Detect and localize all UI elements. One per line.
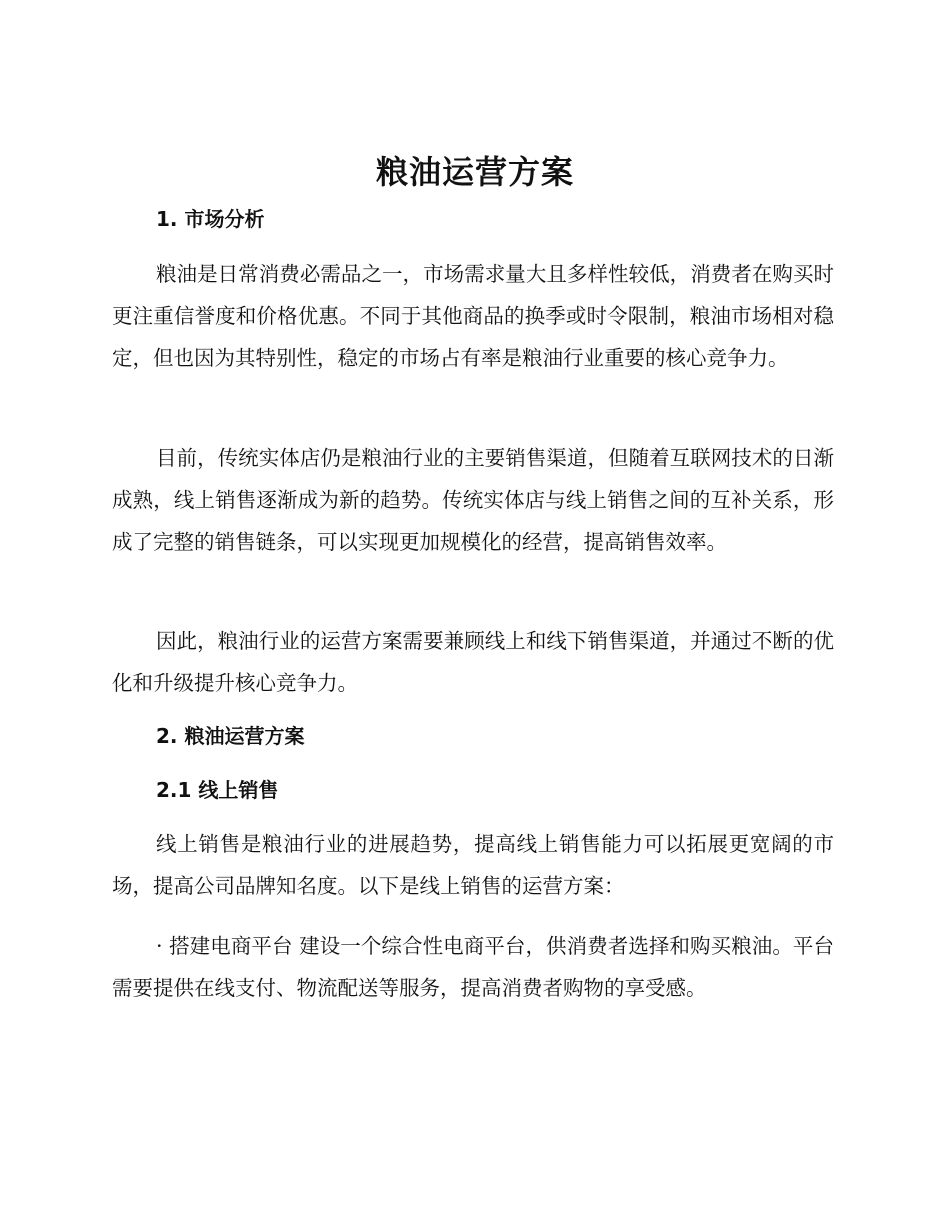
paragraph-online-sales-intro: 线上销售是粮油行业的进展趋势，提高线上销售能力可以拓展更宽阔的市场，提高公司品牌知名度。以下是线上销售的运营方案：	[112, 832, 834, 898]
paragraph-conclusion: 因此，粮油行业的运营方案需要兼顾线上和线下销售渠道，并通过不断的优化和升级提升核心竞争力。	[112, 629, 834, 695]
subsection-heading-online-sales: 2.1 线上销售	[156, 778, 279, 802]
paragraph-sales-channels: 目前，传统实体店仍是粮油行业的主要销售渠道，但随着互联网技术的日渐成熟，线上销售逐渐成为新的趋势。传统实体店与线上销售之间的互补关系，形成了完整的销售链条，可以实现更加规模化的经营，提高销售效率。	[112, 446, 834, 554]
section-heading-market-analysis: 1. 市场分析	[156, 207, 265, 231]
document-title: 粮油运营方案	[375, 153, 574, 191]
section-heading-operation-plan: 2. 粮油运营方案	[156, 724, 305, 748]
paragraph-market-overview: 粮油是日常消费必需品之一，市场需求量大且多样性较低，消费者在购买时更注重信誉度和价格优惠。不同于其他商品的换季或时令限制，粮油市场相对稳定，但也因为其特别性，稳定的市场占有率是粮油行业重要的核心竞争力。	[112, 262, 834, 370]
paragraph-ecommerce-platform: · 搭建电商平台 建设一个综合性电商平台，供消费者选择和购买粮油。平台需要提供在线支付、物流配送等服务，提高消费者购物的享受感。	[112, 934, 834, 1000]
